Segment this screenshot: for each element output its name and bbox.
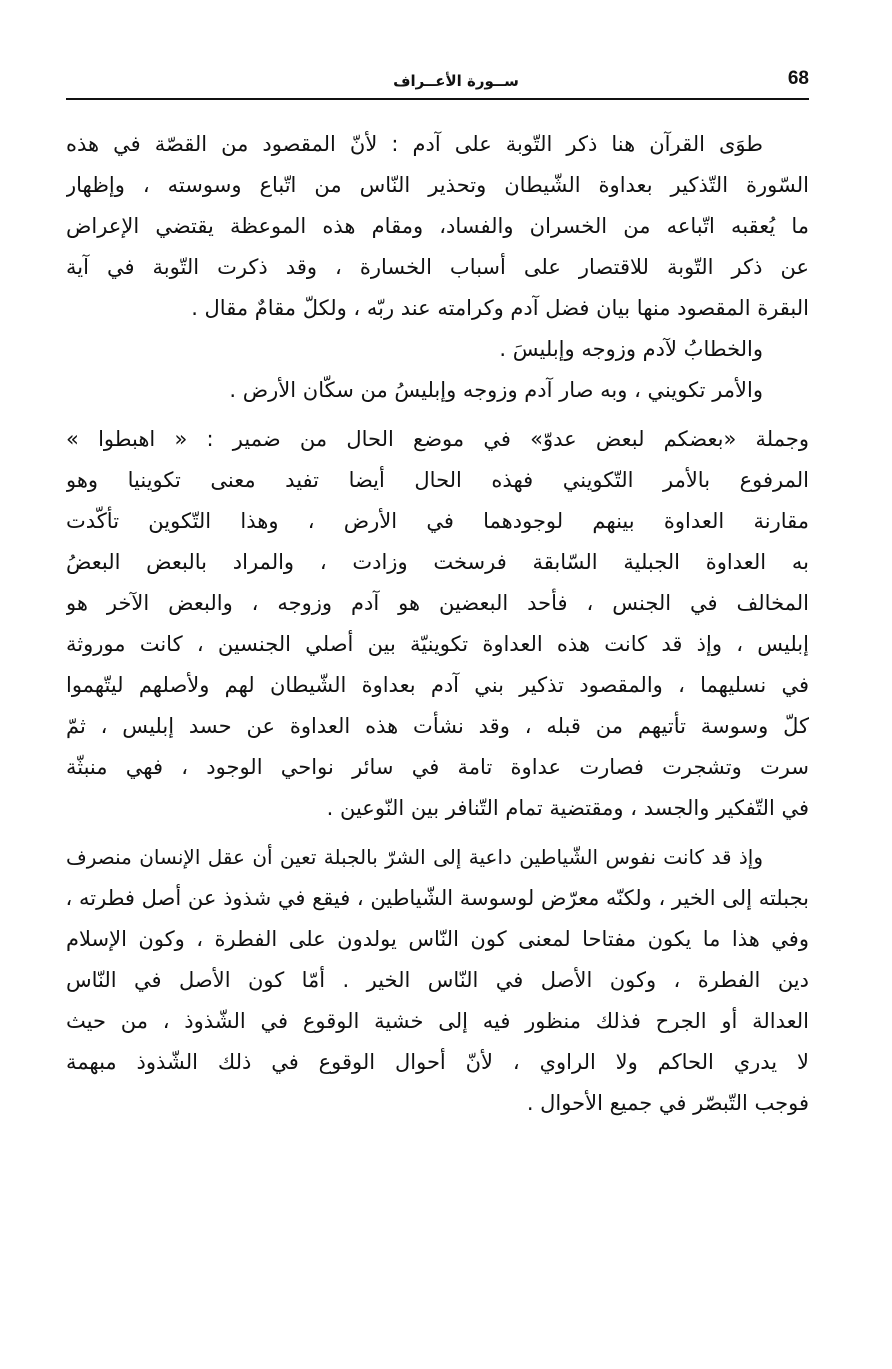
text-line: بجبلته إلى الخير ، ولكنّه معرّض لوسوسة الشّياطين ، فيقع في شذوذ عن أصل فطرته ، — [66, 886, 809, 910]
text-line: إبليس ، وإذ قد كانت هذه العداوة تكوينيّة بين أصلي الجنسين ، كانت موروثة — [66, 632, 809, 656]
paragraph-2 — [66, 329, 809, 370]
page-number: 68 — [787, 68, 809, 89]
header-divider — [66, 98, 809, 100]
body-text — [66, 124, 809, 1124]
text-line: العدالة أو الجرح فذلك منظور فيه إلى خشية الوقوع في الشّذوذ ، من حيث — [66, 1009, 809, 1033]
text-line: والأمر تكويني ، وبه صار آدم وزوجه وإبليسُ من سكّان الأرض . — [229, 378, 763, 402]
paragraph-3 — [66, 370, 809, 411]
text-line: وفي هذا ما يكون مفتاحا لمعنى كون النّاس يولدون على الفطرة ، وكون الإسلام — [66, 927, 809, 951]
text-line: ما يُعقبه اتّباعه من الخسران والفساد، ومقام هذه الموعظة يقتضي الإعراض — [66, 214, 809, 238]
text-line: دين الفطرة ، وكون الأصل في النّاس الخير . أمّا كون الأصل في النّاس — [66, 968, 809, 992]
text-line: السّورة التّذكير بعداوة الشّيطان وتحذير النّاس من اتّباع وسوسته ، وإظهار — [66, 173, 809, 197]
chapter-title: ســورة الأعــراف — [393, 72, 519, 90]
text-line: البقرة المقصود منها بيان فضل آدم وكرامته عند ربّه ، ولكلّ مقامٌ مقال . — [191, 296, 809, 320]
text-line: لا يدري الحاكم ولا الراوي ، لأنّ أحوال الوقوع في ذلك الشّذوذ مبهمة — [66, 1050, 809, 1074]
text-line: وجملة «بعضكم لبعض عدوّ» في موضع الحال من ضمير : « اهبطوا » — [66, 427, 809, 451]
text-line: المخالف في الجنس ، فأحد البعضين هو آدم وزوجه ، والبعض الآخر هو — [66, 591, 809, 615]
running-header — [66, 64, 809, 100]
text-line: في التّفكير والجسد ، ومقتضية تمام التّنافر بين النّوعين . — [326, 796, 809, 820]
text-line: والخطابُ لآدم وزوجه وإبليسَ . — [499, 337, 763, 361]
paragraph-4 — [66, 419, 809, 829]
text-line: المرفوع بالأمر التّكويني فهذه الحال أيضا تفيد معنى تكوينيا وهو — [66, 468, 809, 492]
paragraph-gap — [66, 411, 809, 419]
paragraph-1 — [66, 124, 809, 329]
text-line: به العداوة الجبلية السّابقة فرسخت وزادت ، والمراد بالبعض البعضُ — [66, 550, 809, 574]
text-line: مقارنة العداوة بينهم لوجودهما في الأرض ، وهذا التّكوين تأكّدت — [66, 509, 809, 533]
text-line: وإذ قد كانت نفوس الشّياطين داعية إلى الشرّ بالجبلة تعين أن عقل الإنسان منصرف — [66, 845, 763, 869]
text-line: في نسليهما ، والمقصود تذكير بني آدم بعداوة الشّيطان لهم ولأصلهم ليتّهموا — [66, 673, 809, 697]
text-line: فوجب التّبصّر في جميع الأحوال . — [526, 1091, 809, 1115]
paragraph-gap — [66, 829, 809, 837]
text-line: عن ذكر التّوبة للاقتصار على أسباب الخسارة ، وقد ذكرت التّوبة في آية — [66, 255, 809, 279]
text-line: طوَى القرآن هنا ذكر التّوبة على آدم : لأنّ المقصود من القصّة في هذه — [66, 132, 763, 156]
paragraph-5 — [66, 837, 809, 1124]
text-line: كلّ وسوسة تأتيهم من قبله ، وقد نشأت هذه العداوة عن حسد إبليس ، ثمّ — [66, 714, 809, 738]
text-line: سرت وتشجرت فصارت عداوة تامة في سائر نواحي الوجود ، فهي منبثّة — [66, 755, 809, 779]
